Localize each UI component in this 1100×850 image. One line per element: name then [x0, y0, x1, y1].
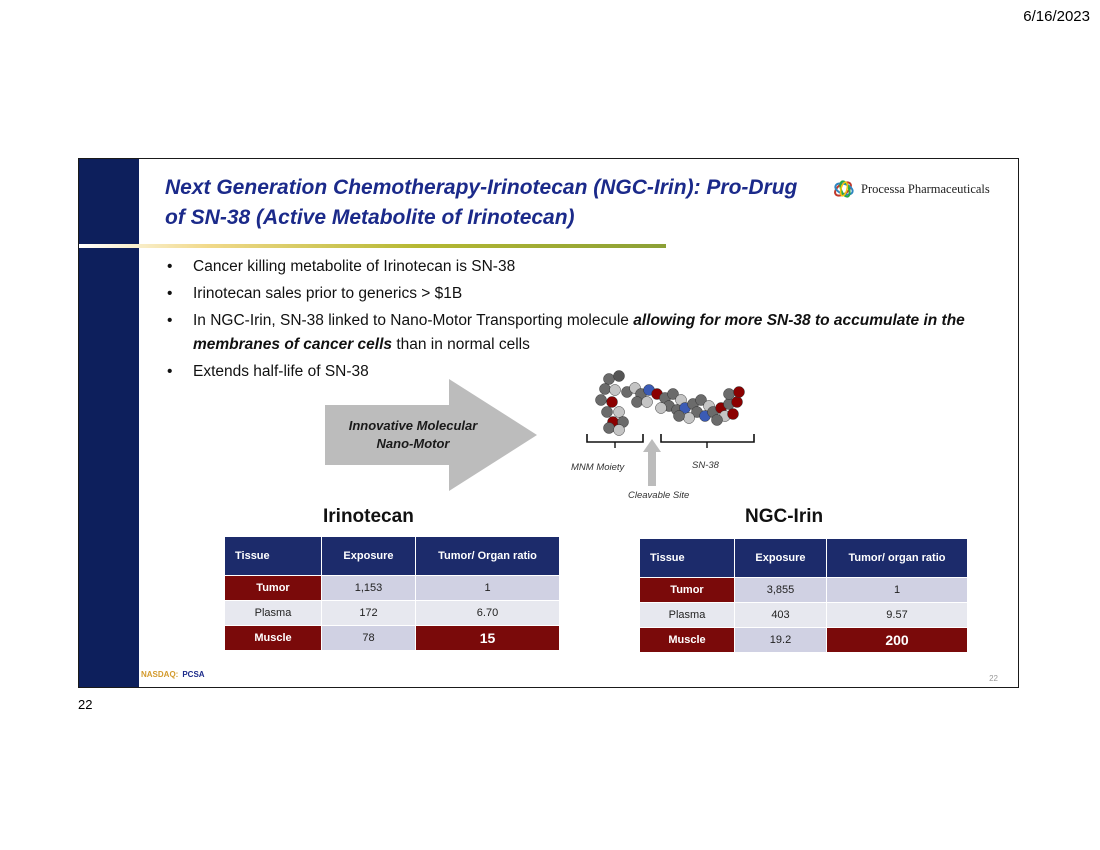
page-number: 22	[78, 697, 93, 712]
tissue-cell: Plasma	[640, 603, 735, 628]
table-row	[640, 603, 968, 628]
exposure-cell: 1,153	[322, 576, 416, 601]
tissue-cell: Plasma	[225, 601, 322, 626]
slide-sidebar	[79, 159, 139, 687]
logo-text: Processa Pharmaceuticals	[861, 181, 990, 196]
slide-title: Next Generation Chemotherapy-Irinotecan (NGC-Irin): Pro-Drug of SN-38 (Active Metabolite of Irinotecan)	[165, 176, 798, 229]
slide	[78, 158, 1019, 688]
company-logo	[831, 169, 990, 209]
column-header: Tissue	[225, 537, 322, 576]
mnm-moiety-label: MNM Moiety	[571, 462, 625, 473]
slide-number: 22	[989, 674, 998, 683]
ratio-cell: 6.70	[416, 601, 560, 626]
tissue-cell: Tumor	[225, 576, 322, 601]
table-row	[225, 576, 560, 601]
exposure-cell: 19.2	[735, 628, 827, 653]
ticker-symbol: PCSA	[182, 670, 205, 679]
exposure-cell: 3,855	[735, 578, 827, 603]
ngc-irin-table	[639, 538, 968, 653]
title-underline	[79, 244, 666, 248]
processa-logo-icon	[831, 176, 857, 202]
irinotecan-table	[224, 536, 560, 651]
ratio-cell-highlight: 15	[416, 626, 560, 651]
arrow-label: Innovative Molecular Nano-Motor	[348, 418, 478, 451]
ratio-cell-highlight: 200	[827, 628, 968, 653]
column-header: Exposure	[322, 537, 416, 576]
bullet-emphasis: allowing for more SN-38 to accumulate in the membranes of cancer cells	[193, 312, 965, 353]
column-header: Tumor/ organ ratio	[827, 539, 968, 578]
sn38-label: SN-38	[692, 460, 719, 471]
table-header-row	[225, 537, 560, 576]
ratio-cell: 1	[416, 576, 560, 601]
column-header: Tumor/ Organ ratio	[416, 537, 560, 576]
tissue-cell: Tumor	[640, 578, 735, 603]
ratio-cell: 1	[827, 578, 968, 603]
ratio-cell: 9.57	[827, 603, 968, 628]
bullet-text: In NGC-Irin, SN-38 linked to Nano-Motor Transporting molecule	[193, 312, 634, 329]
exchange-label: NASDAQ:	[141, 670, 179, 679]
print-date: 6/16/2023	[1023, 8, 1090, 25]
ngc-irin-table-title: NGC-Irin	[745, 506, 824, 527]
table-header-row	[640, 539, 968, 578]
column-header: Exposure	[735, 539, 827, 578]
column-header: Tissue	[640, 539, 735, 578]
table-row	[225, 626, 560, 651]
tissue-cell: Muscle	[640, 628, 735, 653]
exposure-cell: 78	[322, 626, 416, 651]
exposure-cell: 172	[322, 601, 416, 626]
table-row	[225, 601, 560, 626]
stock-ticker	[141, 670, 205, 679]
table-row	[640, 628, 968, 653]
molecule-illustration	[579, 364, 769, 494]
bullet-item	[165, 309, 1005, 357]
bullet-text: than in normal cells	[392, 336, 530, 353]
bullet-item: • Extends half-life of SN-38	[165, 360, 1005, 384]
irinotecan-table-title: Irinotecan	[323, 506, 414, 527]
table-row	[640, 578, 968, 603]
bullet-item: • Cancer killing metabolite of Irinotecan is SN-38	[165, 255, 1005, 279]
exposure-cell: 403	[735, 603, 827, 628]
tissue-cell: Muscle	[225, 626, 322, 651]
cleavable-site-label: Cleavable Site	[628, 490, 690, 501]
bullet-item: • Irinotecan sales prior to generics > $1B	[165, 282, 1005, 306]
